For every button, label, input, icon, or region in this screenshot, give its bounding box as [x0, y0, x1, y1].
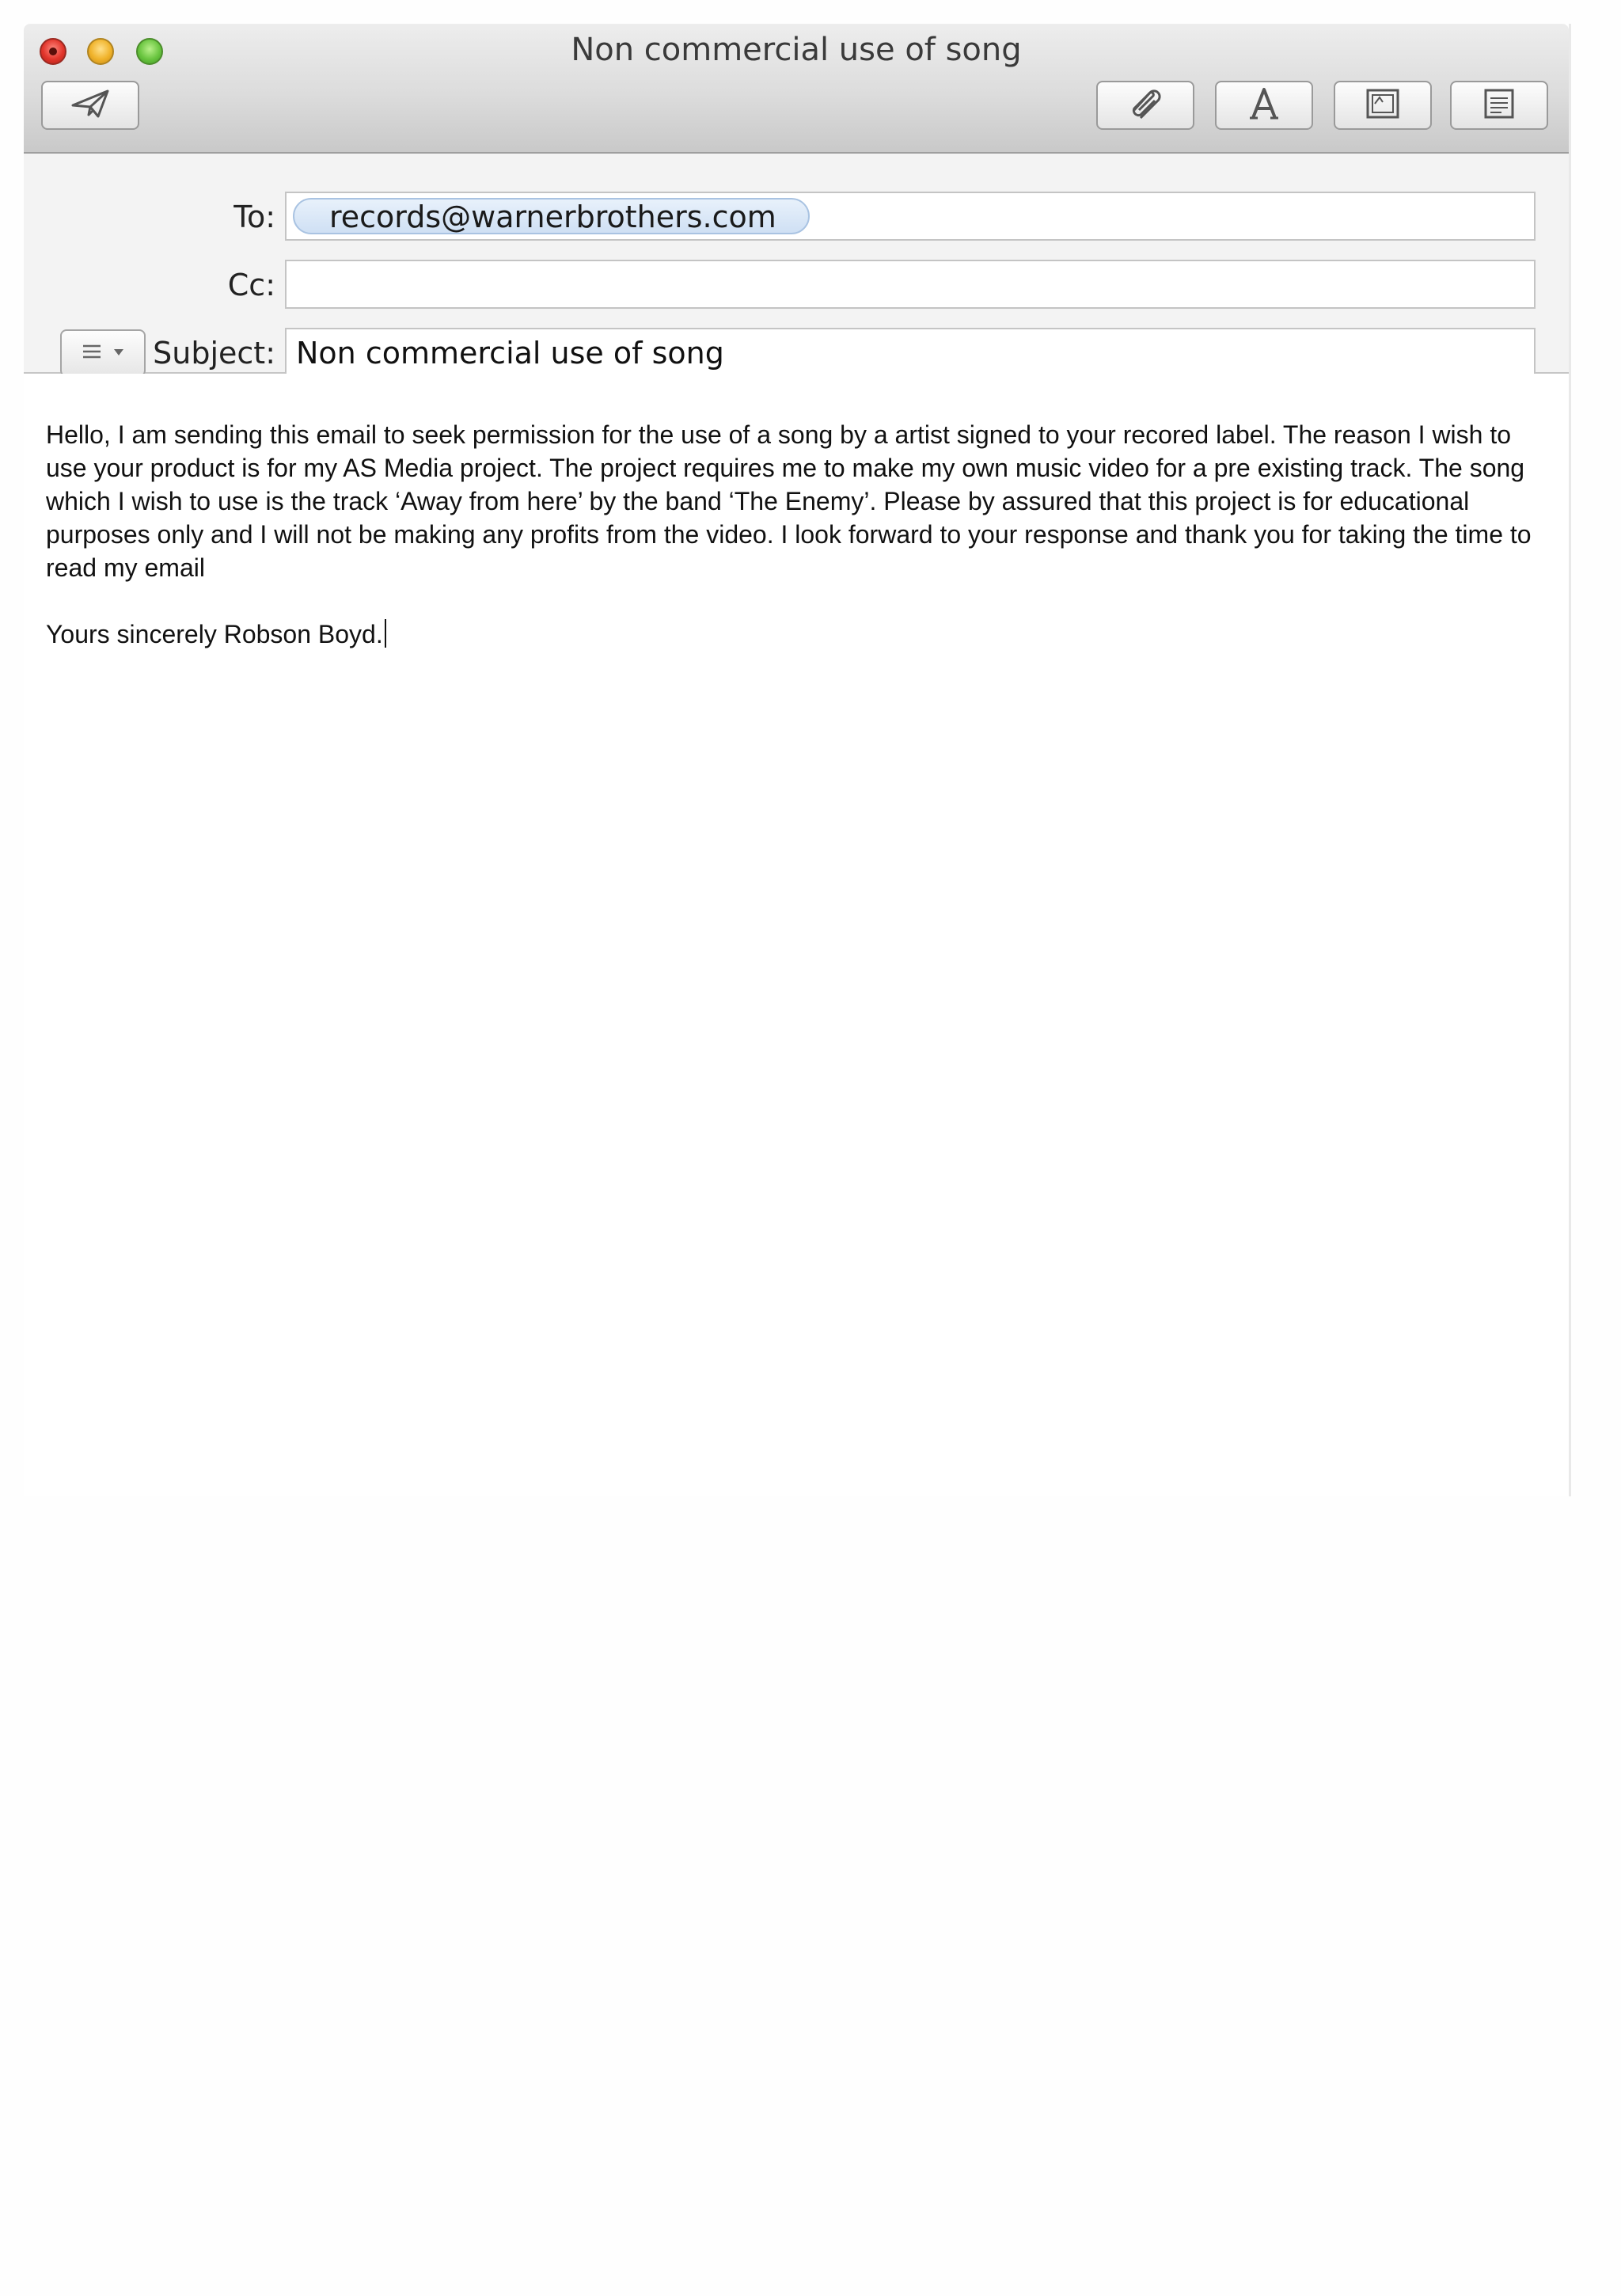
message-signoff [46, 618, 1542, 651]
to-field[interactable] [285, 192, 1536, 241]
paper-plane-icon [68, 88, 112, 124]
signoff-text: Yours sincerely Robson Boyd. [46, 620, 383, 648]
fonts-button[interactable] [1215, 81, 1313, 130]
subject-label: Subject: [153, 336, 275, 371]
stationery-button[interactable] [1450, 81, 1548, 130]
title-bar [24, 24, 1569, 154]
photo-browser-icon [1365, 88, 1400, 124]
message-text[interactable] [46, 418, 1542, 651]
font-a-icon [1247, 86, 1281, 125]
text-caret [385, 619, 386, 648]
header-fields-menu-button[interactable] [60, 329, 146, 377]
stationery-icon [1482, 88, 1517, 124]
subject-value: Non commercial use of song [296, 336, 724, 371]
message-header-fields [24, 154, 1569, 374]
cc-field[interactable] [285, 260, 1536, 309]
recipient-token[interactable]: records@warnerbrothers.com [293, 198, 810, 234]
compose-window [24, 24, 1571, 1496]
cc-label: Cc: [227, 268, 275, 302]
chevron-down-icon [113, 346, 124, 360]
paperclip-icon [1126, 86, 1164, 125]
send-button[interactable] [41, 81, 139, 130]
attach-button[interactable] [1096, 81, 1194, 130]
window-title: Non commercial use of song [571, 32, 1022, 68]
message-paragraph: Hello, I am sending this email to seek permission for the use of a song by a artist signed to your recored label. The reason I wish to use your product is for my AS Media project. The project requires me to make my own music video for a pre existing track. The song which I wish to use is the track ‘Away from here’ by the band ‘The Enemy’. Please by assured that this project is for educational purposes only and I will not be making any profits from the video. I look forward to your response and thank you for taking the time to read my email [46, 420, 1532, 582]
photo-browser-button[interactable] [1334, 81, 1432, 130]
list-format-icon [82, 343, 102, 364]
message-body[interactable] [24, 374, 1569, 1496]
to-label: To: [233, 200, 275, 234]
subject-field[interactable] [285, 328, 1536, 377]
